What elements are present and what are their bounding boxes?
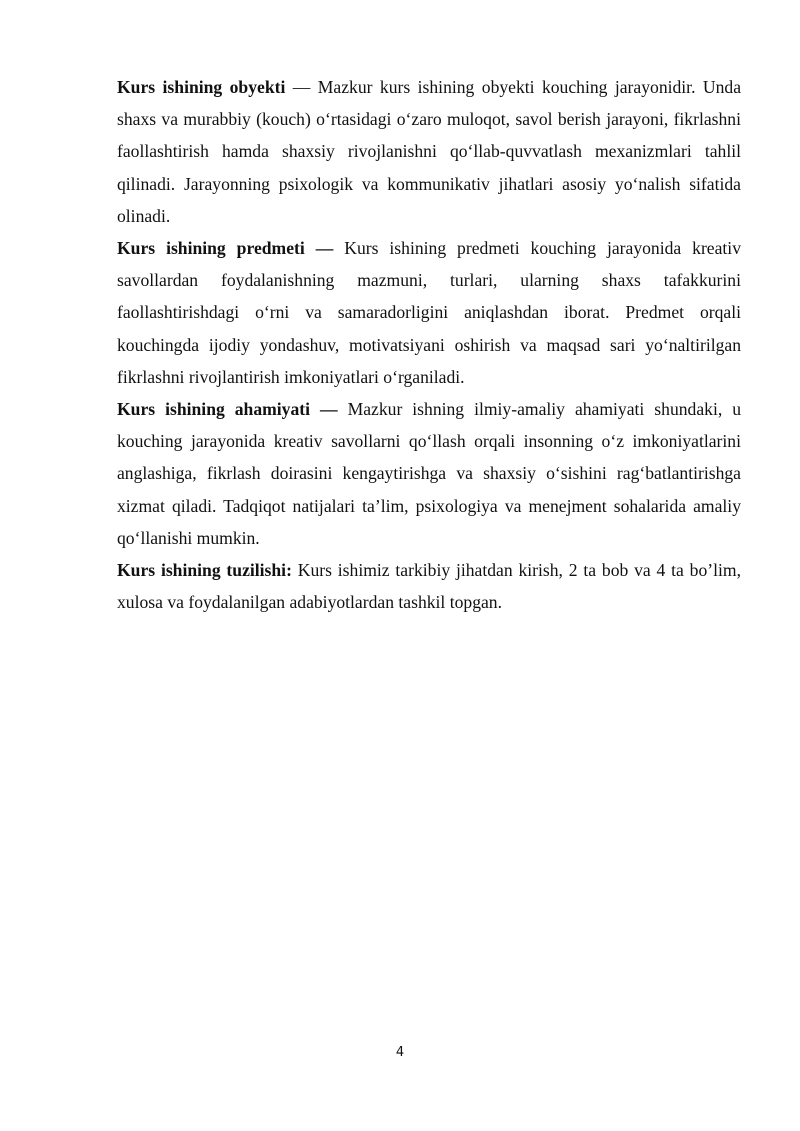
paragraph-structure [117,554,741,618]
paragraph-text: Mazkur ishning ilmiy-amaliy ahamiyati shundaki, u kouching jarayonida kreativ savollarni qo‘llash orqali insonning o‘z imkoniyatlarini anglashiga, fikrlash doirasini kengaytirishga va shaxsiy o‘sishini rag‘batlantirishga xizmat qiladi. Tadqiqot natijalari ta’lim, psixologiya va menejment sohalarida amaliy qo‘llanishi mumkin. [117,399,742,548]
paragraph-heading: Kurs ishining obyekti [117,77,286,97]
body-text [117,71,741,618]
paragraph-heading: Kurs ishining tuzilishi: [117,560,292,581]
paragraph-heading: Kurs ishining ahamiyati — [117,399,338,420]
paragraph-text: — Mazkur kurs ishining obyekti kouching jarayonidir. Unda shaxs va murabbiy (kouch) o‘rtasidagi o‘zaro muloqot, savol berish jarayoni, fikrlashni faollashtirish hamda shaxsiy rivojlanishni qo‘llab-quvvatlash mexanizmlari tahlil qilinadi. Jarayonning psixologik va kommunikativ jihatlari asosiy yo‘nalish sifatida olinadi. [117,77,742,226]
paragraph-text: Kurs ishining predmeti kouching jarayonida kreativ savollardan foydalanishning mazmuni, turlari, ularning shaxs tafakkurini faollashtirishdagi o‘rni va samaradorligini aniqlashdan iborat. Predmet orqali kouchingda ijodiy yondashuv, motivatsiyani oshirish va maqsad sari yo‘naltirilgan fikrlashni rivojlantirish imkoniyatlari o‘rganiladi. [117,238,741,387]
paragraph-text: Kurs ishimiz tarkibiy jihatdan kirish, 2 ta bob va 4 ta bo’lim, xulosa va foydalanilgan adabiyotlardan tashkil topgan. [117,560,741,613]
paragraph-object [117,71,741,232]
page-number: 4 [395,1045,405,1060]
paragraph-subject [117,232,741,393]
paragraph-significance [117,393,741,554]
paragraph-heading: Kurs ishining predmeti — [117,238,334,259]
